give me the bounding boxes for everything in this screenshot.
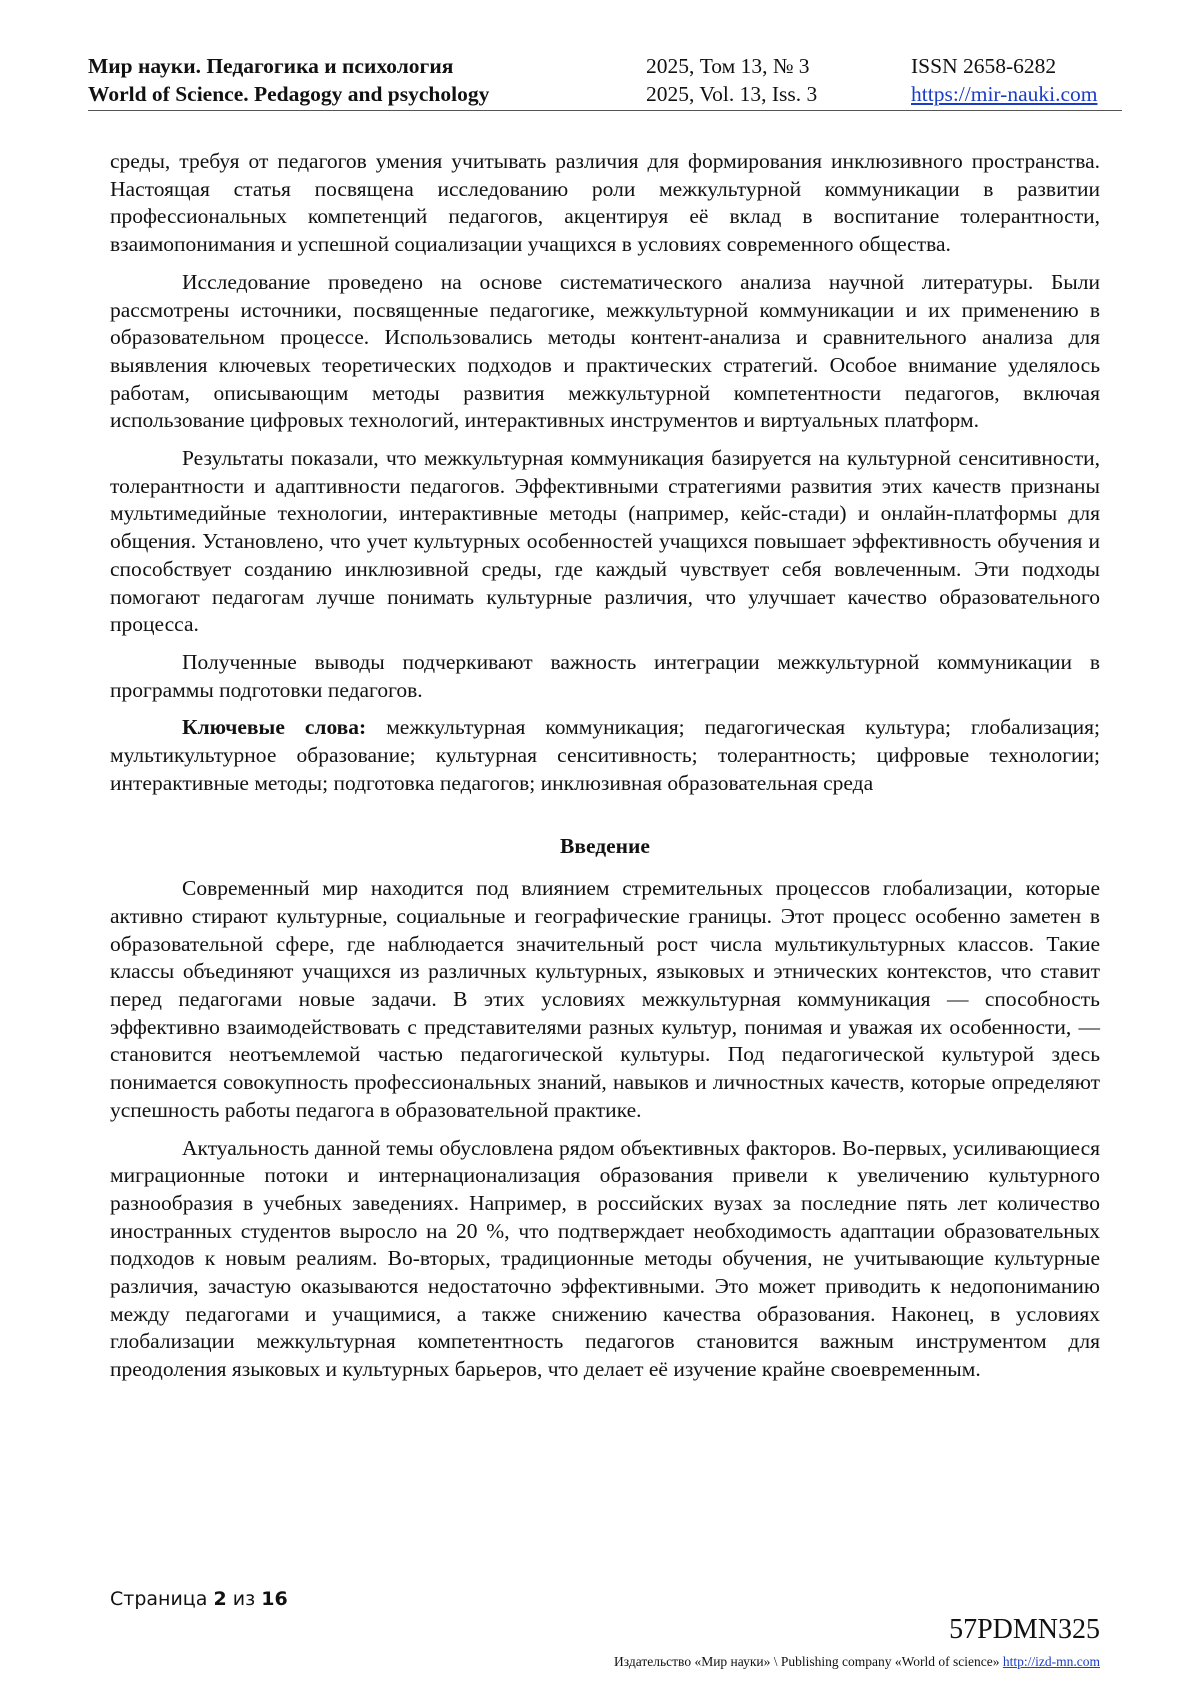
publisher-line: [614, 1654, 1100, 1670]
intro-paragraph: Современный мир находится под влиянием стремительных процессов глобализации, которые активно стирают культурные, социальные и географические границы. Этот процесс особенно заметен в образовательной сфере, где наблюдается значительный рост числа мультикультурных классов. Такие классы объединяют учащихся из различных культурных, языковых и этнических контекстов, что ставит перед педагогами новые задачи. В этих условиях межкультурная коммуникация — способность эффективно взаимодействовать с представителями разных культур, понимая и уважая их особенности, — становится неотъемлемой частью педагогической культуры. Под педагогической культурой здесь понимается совокупность профессиональных знаний, навыков и личностных качеств, которые определяют успешность работы педагога в образовательной практике.: [110, 876, 1100, 1122]
page-total: 16: [261, 1588, 288, 1610]
section-heading: Введение: [560, 834, 650, 859]
abstract-paragraph: Исследование проведено на основе систематического анализа научной литературы. Были рассмотрены источники, посвященные педагогике, межкультурной коммуникации и их применению в образовательном процессе. Использовались методы контент-анализа и сравнительного анализа для выявления ключевых теоретических подходов и практических стратегий. Особое внимание уделялось работам, описывающим методы развития межкультурной компетентности педагогов, включая использование цифровых технологий, интерактивных инструментов и виртуальных платформ.: [110, 269, 1100, 433]
keywords-paragraph: [110, 714, 1100, 797]
journal-header: [88, 52, 1122, 111]
page-of: из: [232, 1588, 256, 1610]
journal-url-link[interactable]: https://mir-nauki.com: [911, 82, 1098, 106]
issn-block: [911, 52, 1097, 108]
page-label: Страница: [110, 1588, 208, 1610]
page-number: [110, 1588, 288, 1610]
keywords-label: Ключевые слова:: [182, 715, 367, 740]
journal-title-en: World of Science. Pedagogy and psychology: [88, 82, 490, 106]
journal-title-block: [88, 52, 489, 108]
publisher-url-link[interactable]: http://izd-mn.com: [1002, 1654, 1100, 1669]
issue-en: 2025, Vol. 13, Iss. 3: [646, 82, 818, 106]
issue-ru: 2025, Том 13, № 3: [646, 54, 810, 78]
keywords-text: межкультурная коммуникация; педагогическая культура; глобализация; мультикультурное образование; культурная сенситивность; толерантность; цифровые технологии; интерактивные методы; подготовка педагогов; инклюзивная образовательная среда: [110, 715, 1100, 795]
publisher-name: Издательство «Мир науки» \ Publishing company «World of science»: [614, 1654, 1000, 1669]
journal-title-ru: Мир науки. Педагогика и психология: [88, 54, 454, 78]
abstract-paragraph: Результаты показали, что межкультурная коммуникация базируется на культурной сенситивности, толерантности и адаптивности педагогов. Эффективными стратегиями развития этих качеств признаны мультимедийные технологии, интерактивные методы (например, кейс-стади) и онлайн-платформы для общения. Установлено, что учет культурных особенностей учащихся повышает эффективность обучения и способствует созданию инклюзивной среды, где каждый чувствует себя вовлеченным. Эти подходы помогают педагогам лучше понимать культурные различия, что улучшает качество образовательного процесса.: [110, 446, 1100, 637]
article-code: 57PDMN325: [949, 1614, 1100, 1645]
abstract-paragraph: среды, требуя от педагогов умения учитывать различия для формирования инклюзивного пространства. Настоящая статья посвящена исследованию роли межкультурной коммуникации в развитии профессиональных компетенций педагогов, акцентируя её вклад в воспитание толерантности, взаимопонимания и успешной социализации учащихся в условиях современного общества.: [110, 149, 1100, 257]
issue-block: [646, 52, 817, 108]
page-current: 2: [213, 1588, 227, 1610]
article-body: [110, 148, 1100, 1394]
abstract-paragraph: Полученные выводы подчеркивают важность интеграции межкультурной коммуникации в программы подготовки педагогов.: [110, 649, 1100, 702]
intro-paragraph: Актуальность данной темы обусловлена рядом объективных факторов. Во-первых, усиливающиеся миграционные потоки и интернационализация образования привели к увеличению культурного разнообразия в учебных заведениях. Например, в российских вузах за последние пять лет количество иностранных студентов выросло на 20 %, что подтверждает необходимость адаптации образовательных подходов к новым реалиям. Во-вторых, традиционные методы обучения, не учитывающие культурные различия, зачастую оказываются недостаточно эффективными. Это может приводить к недопониманию между педагогами и учащимися, а также снижению качества образования. Наконец, в условиях глобализации межкультурная компетентность педагогов становится важным инструментом для преодоления языковых и культурных барьеров, что делает её изучение крайне своевременным.: [110, 1135, 1100, 1382]
issn: ISSN 2658-6282: [911, 54, 1057, 78]
